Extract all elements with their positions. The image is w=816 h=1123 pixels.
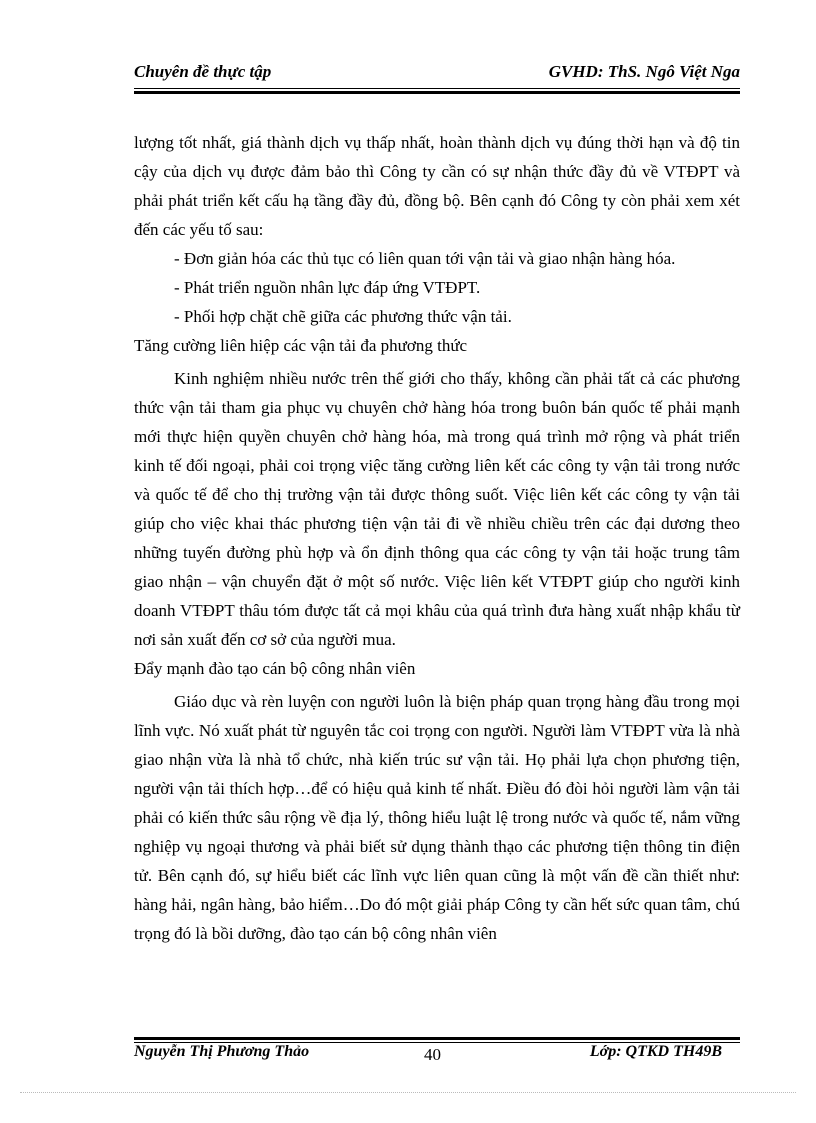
- page-header: [134, 58, 740, 88]
- header-rule-thin: [134, 88, 740, 89]
- footer-class: Lớp: QTKD TH49B: [589, 1043, 722, 1060]
- list-item-2: - Phát triển nguồn nhân lực đáp ứng VTĐPT.: [174, 278, 481, 297]
- header-title: Chuyên đề thực tập: [134, 62, 272, 81]
- footer-rule-thick: [134, 1037, 740, 1040]
- header-rule-thick: [134, 91, 740, 94]
- page-number: 40: [424, 1045, 441, 1064]
- paragraph-2: Kinh nghiệm nhiều nước trên thế giới cho thấy, không cần phải tất cả các phương thức vận tải tham gia phục vụ chuyên chở hàng hóa trong buôn bán quốc tế phải mạnh mới thực hiện quyền chuyên chở hàng hóa, mà trong quá trình mở rộng và phát triển kinh tế đối ngoại, phải coi trọng việc tăng cường liên kết các công ty vận tải trong nước và quốc tế để cho thị trường vận tải được thông suốt. Việc liên kết các công ty vận tải giúp cho việc khai thác phương tiện vận tải đi về nhiều chiều trên các đại dương theo những tuyến đường phù hợp và ổn định thông qua các công ty vận tải hoặc trung tâm giao nhận – vận chuyển đặt ở một số nước. Việc liên kết VTĐPT giúp cho người kinh doanh VTĐPT thâu tóm được tất cả mọi khâu của quá trình đưa hàng xuất nhập khẩu từ nơi sản xuất đến cơ sở của người mua.: [134, 369, 740, 649]
- footer-author: Nguyễn Thị Phương Thảo: [134, 1043, 310, 1060]
- paragraph-3: Giáo dục và rèn luyện con người luôn là biện pháp quan trọng hàng đầu trong mọi lĩnh vực. Nó xuất phát từ nguyên tắc coi trọng con người. Người làm VTĐPT vừa là nhà giao nhận vừa là nhà tổ chức, nhà kiến trúc sư vận tải. Họ phải lựa chọn phương tiện, người vận tải thích hợp…để có hiệu quả kinh tế nhất. Điều đó đòi hỏi người làm vận tải phải có kiến thức sâu rộng về địa lý, thông hiểu luật lệ trong nước và quốc tế, nắm vững nghiệp vụ ngoại thương và phải biết sử dụng thành thạo các phương tiện thông tin điện tử. Bên cạnh đó, sự hiểu biết các lĩnh vực liên quan cũng là một vấn đề cần thiết như: hàng hải, ngân hàng, bảo hiểm…Do đó một giải pháp Công ty cần hết sức quan tâm, chú trọng đó là bồi dưỡng, đào tạo cán bộ công nhân viên: [134, 692, 740, 943]
- page-footer: [134, 1043, 740, 1071]
- document-body: [134, 128, 740, 948]
- list-item-1: - Đơn giản hóa các thủ tục có liên quan tới vận tải và giao nhận hàng hóa.: [174, 249, 676, 268]
- list-item-3: - Phối hợp chặt chẽ giữa các phương thức vận tải.: [174, 307, 512, 326]
- paragraph-1: lượng tốt nhất, giá thành dịch vụ thấp nhất, hoàn thành dịch vụ đúng thời hạn và độ tin cậy của dịch vụ được đảm bảo thì Công ty cần có sự nhận thức đầy đủ về VTĐPT và phải phát triển kết cấu hạ tầng đầy đủ, đồng bộ. Bên cạnh đó Công ty còn phải xem xét đến các yếu tố sau:: [134, 133, 740, 239]
- header-supervisor: GVHD: ThS. Ngô Việt Nga: [548, 62, 740, 81]
- page-boundary-line: [20, 1092, 796, 1093]
- section-heading-2: Đẩy mạnh đào tạo cán bộ công nhân viên: [134, 659, 416, 678]
- section-heading-1: Tăng cường liên hiệp các vận tải đa phương thức: [134, 336, 468, 355]
